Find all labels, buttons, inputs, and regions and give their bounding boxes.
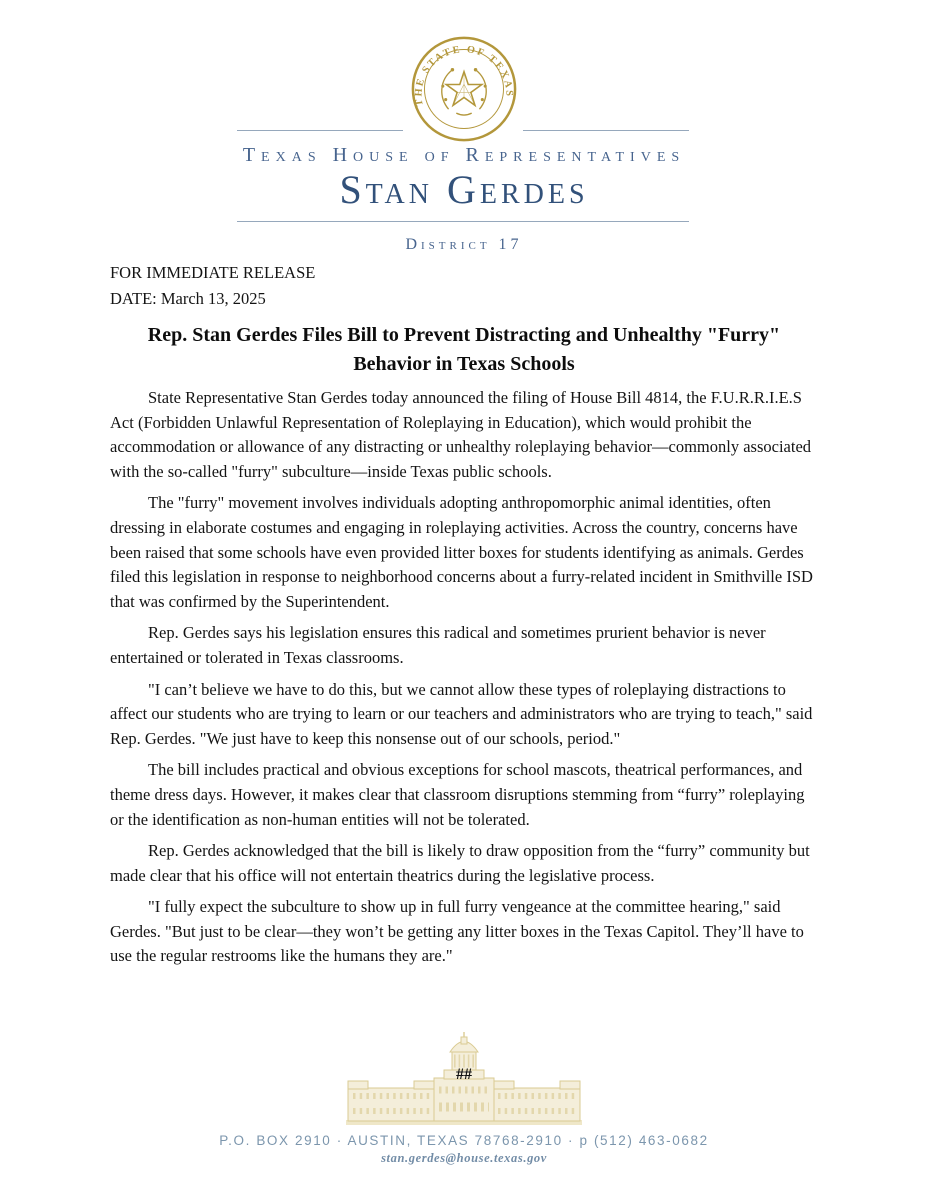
release-date-line: DATE: March 13, 2025 xyxy=(110,289,266,308)
state-seal xyxy=(411,36,517,147)
seal-ring-text: THE STATE OF TEXAS xyxy=(413,44,515,107)
district-label: District 17 xyxy=(405,236,523,253)
press-release-body xyxy=(0,256,928,969)
paragraph-4: "I can’t believe we have to do this, but we cannot allow these types of roleplaying distractions to affect our students who are trying to learn or our teachers and administrators who are trying to teach," said Rep. Gerdes. "We just have to keep this nonsense out of our schools, period." xyxy=(110,679,813,748)
paragraph-7: "I fully expect the subculture to show up in full furry vengeance at the committee hearing," said Gerdes. "But just to be clear—they won’t be getting any litter boxes in the Texas Capitol. They’ll have to use the regular restrooms like the humans they are." xyxy=(110,897,804,966)
letterhead xyxy=(0,0,928,256)
office-email: stan.gerdes@house.texas.gov xyxy=(381,1151,547,1165)
paragraph-1: State Representative Stan Gerdes today announced the filing of House Bill 4814, the F.U.R.R.I.E.S Act (Forbidden Unlawful Representation of Roleplaying in Education), which would prohibit the accommodation or allowance of any distracting or unhealthy roleplaying behavior—commonly associated with the so-called "furry" subculture—inside Texas public schools. xyxy=(110,388,812,481)
office-address: P.O. BOX 2910 · AUSTIN, TEXAS 78768-2910 · p (512) 463-0682 xyxy=(219,1133,709,1148)
release-status-line: FOR IMMEDIATE RELEASE xyxy=(110,263,316,282)
letterhead-footer xyxy=(0,1032,928,1166)
representative-name: Stan Gerdes xyxy=(339,167,589,212)
paragraph-3: Rep. Gerdes says his legislation ensures this radical and sometimes prurient behavior is never entertained or tolerated in Texas classrooms. xyxy=(110,623,766,667)
paragraph-5: The bill includes practical and obvious exceptions for school mascots, theatrical performances, and theme dress days. However, it makes clear that classroom disruptions stemming from “furry” roleplaying or the identification as non-human entities will not be tolerated. xyxy=(110,760,805,829)
divider-right-segment xyxy=(523,130,689,131)
paragraph-2: The "furry" movement involves individuals adopting anthropomorphic animal identities, often dressing in elaborate costumes and engaging in roleplaying activities. Across the country, concerns have been raised that some schools have even provided litter boxes for students identifying as animals. Gerdes filed this legislation in response to neighborhood concerns about a furry-related incident in Smithville ISD that was confirmed by the Superintendent. xyxy=(110,493,813,611)
divider-left-segment xyxy=(237,130,403,131)
divider-under-name xyxy=(237,221,689,222)
texas-state-seal-icon xyxy=(411,36,517,142)
capitol-illustration-area xyxy=(344,1032,584,1137)
org-title: Texas House of Representatives xyxy=(242,144,686,166)
end-of-release-mark: ## xyxy=(456,1066,472,1083)
paragraph-6: Rep. Gerdes acknowledged that the bill is likely to draw opposition from the “furry” community but made clear that his office will not entertain theatrics during the legislative process. xyxy=(110,841,810,885)
press-release-title: Rep. Stan Gerdes Files Bill to Prevent Distracting and Unhealthy "Furry" Behavior in Texas Schools xyxy=(147,324,781,375)
